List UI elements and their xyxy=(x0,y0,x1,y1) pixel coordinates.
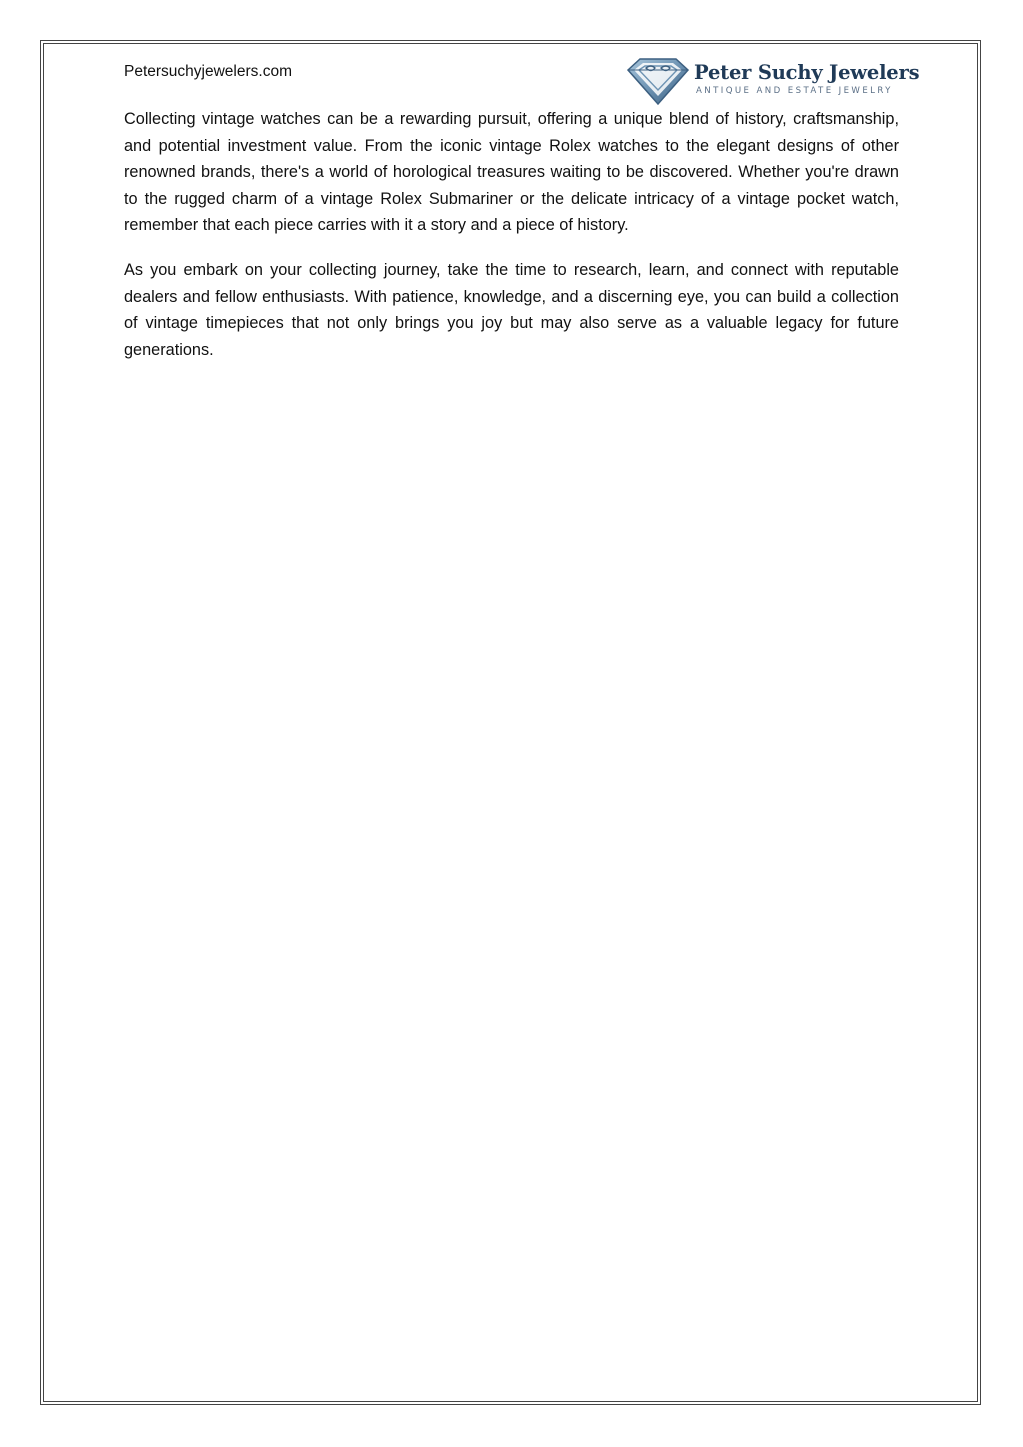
article-body xyxy=(124,106,899,381)
site-url: Petersuchyjewelers.com xyxy=(124,63,292,80)
logo-tagline: ANTIQUE AND ESTATE JEWELRY xyxy=(696,86,893,96)
diamond-icon xyxy=(626,56,690,106)
paragraph: Collecting vintage watches can be a rewarding pursuit, offering a unique blend of history, craftsmanship, and potential investment value. From the iconic vintage Rolex watches to the elegant designs of other renowned brands, there's a world of horological treasures waiting to be discovered. Whether you're drawn to the rugged charm of a vintage Rolex Submariner or the delicate intricacy of a vintage pocket watch, remember that each piece carries with it a story and a piece of history. xyxy=(124,110,899,235)
paragraph: As you embark on your collecting journey, take the time to research, learn, and connect with reputable dealers and fellow enthusiasts. With patience, knowledge, and a discerning eye, you can build a collection of vintage timepieces that not only brings you joy but may also serve as a valuable legacy for future generations. xyxy=(124,260,899,359)
logo-name: Peter Suchy Jewelers xyxy=(694,61,920,84)
company-logo xyxy=(626,56,920,108)
